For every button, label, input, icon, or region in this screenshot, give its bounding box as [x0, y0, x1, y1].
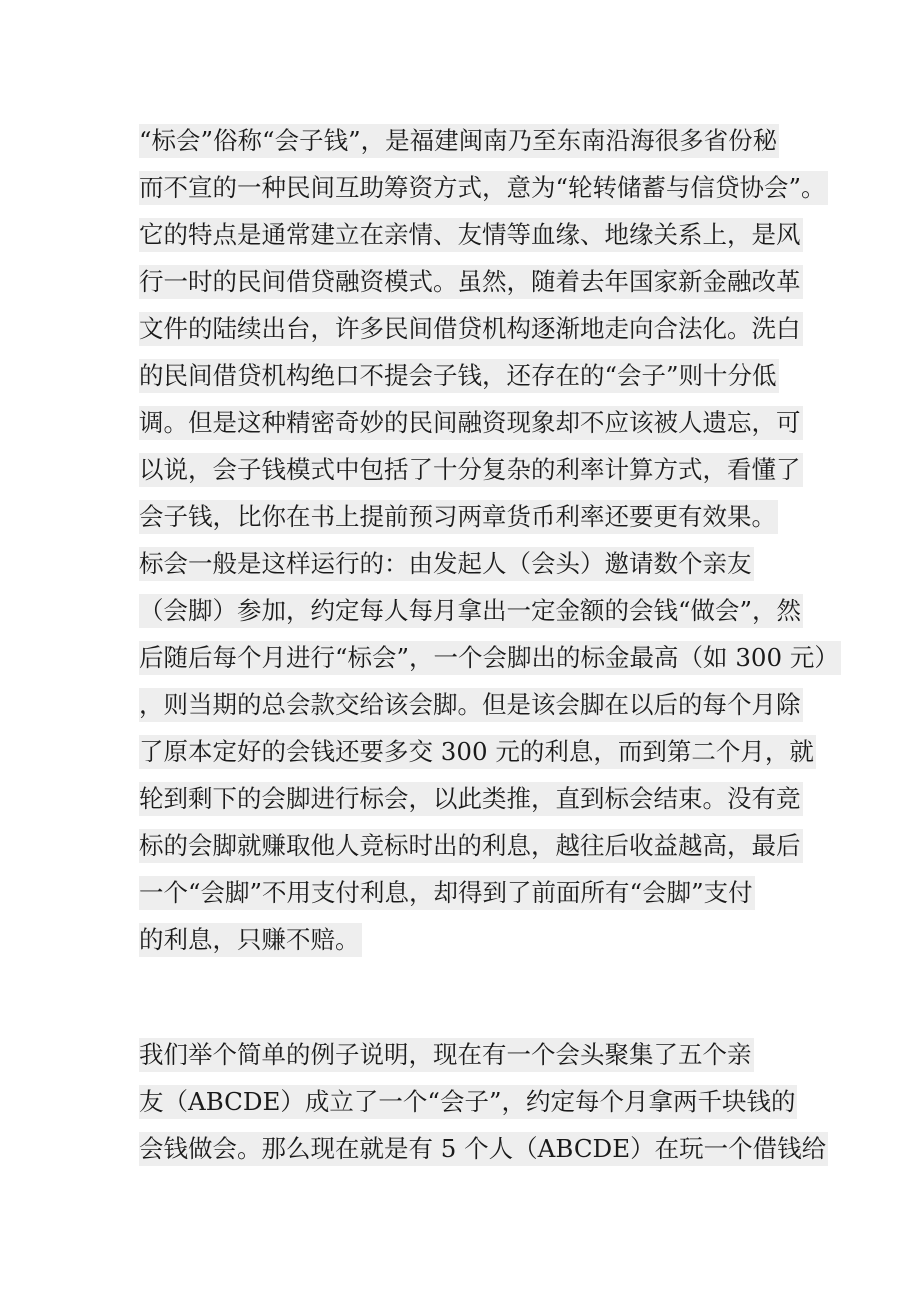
text-line: （会脚）参加，约定每人每月拿出一定金额的会钱“做会”，然 [139, 594, 803, 628]
text-line: 而不宣的一种民间互助筹资方式，意为“轮转储蓄与信贷协会”。 [139, 171, 828, 205]
text-line: 一个“会脚”不用支付利息，却得到了前面所有“会脚”支付 [139, 876, 755, 910]
text-line: “标会”俗称“会子钱”，是福建闽南乃至东南沿海很多省份秘 [139, 124, 779, 158]
text-line: 后随后每个月进行“标会”，一个会脚出的标金最高（如 300 元） [139, 641, 841, 675]
text-line: 会子钱，比你在书上提前预习两章货币利率还要更有效果。 [139, 500, 778, 534]
text-line: 的民间借贷机构绝口不提会子钱，还存在的“会子”则十分低 [139, 359, 779, 393]
text-line: 文件的陆续出台，许多民间借贷机构逐渐地走向合法化。洗白 [139, 312, 803, 346]
text-line: 以说，会子钱模式中包括了十分复杂的利率计算方式，看懂了 [139, 453, 803, 487]
text-line: 调。但是这种精密奇妙的民间融资现象却不应该被人遗忘，可 [139, 406, 803, 440]
text-line: ，则当期的总会款交给该会脚。但是该会脚在以后的每个月除 [139, 688, 803, 722]
text-line: 会钱做会。那么现在就是有 5 个人（ABCDE）在玩一个借钱给 [139, 1132, 828, 1166]
text-line: 我们举个简单的例子说明，现在有一个会头聚集了五个亲 [139, 1038, 754, 1072]
text-line: 标会一般是这样运行的：由发起人（会头）邀请数个亲友 [139, 547, 754, 581]
text-line: 的利息，只赚不赔。 [139, 923, 362, 957]
text-line: 它的特点是通常建立在亲情、友情等血缘、地缘关系上，是风 [139, 218, 803, 252]
text-line: 标的会脚就赚取他人竞标时出的利息，越往后收益越高，最后 [139, 829, 803, 863]
text-line: 轮到剩下的会脚进行标会，以此类推，直到标会结束。没有竞 [139, 782, 803, 816]
text-line: 行一时的民间借贷融资模式。虽然，随着去年国家新金融改革 [139, 265, 803, 299]
text-line: 友（ABCDE）成立了一个“会子”，约定每个月拿两千块钱的 [139, 1085, 797, 1119]
text-line: 了原本定好的会钱还要多交 300 元的利息，而到第二个月，就 [139, 735, 816, 769]
